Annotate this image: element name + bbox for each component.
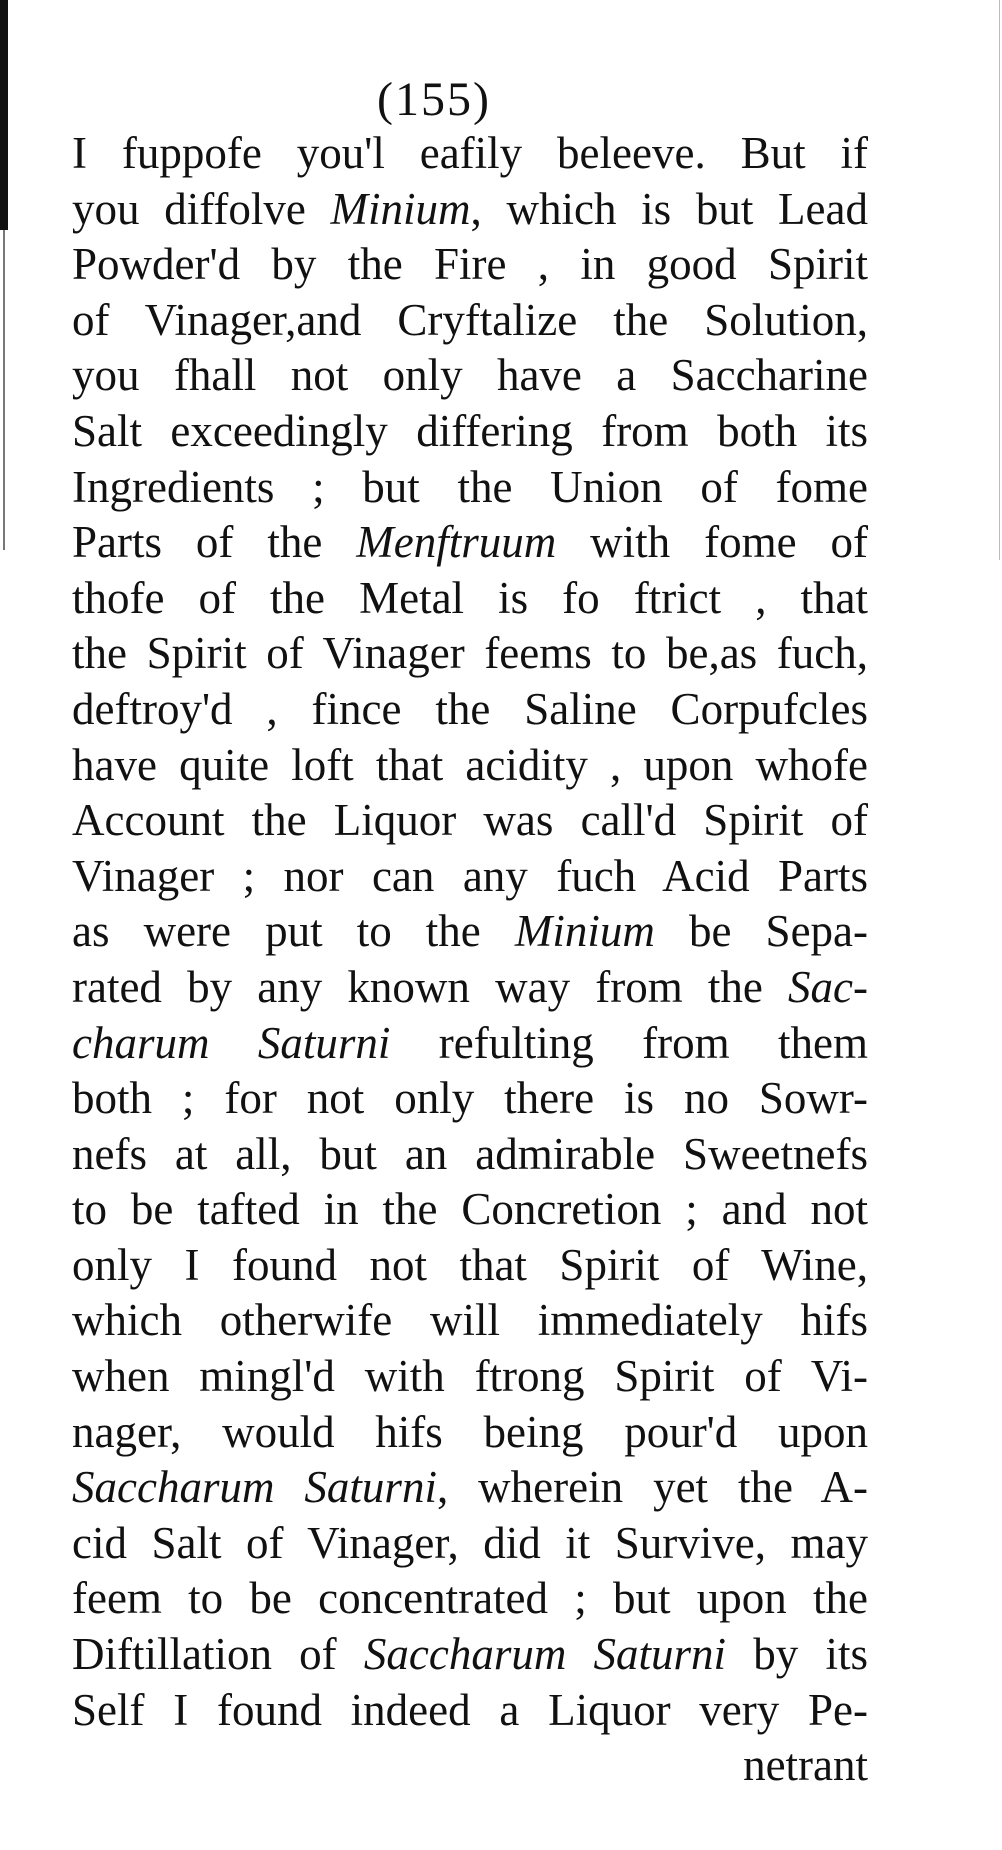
text-line [72, 1349, 868, 1405]
italic-term: Minium [514, 906, 655, 957]
text-line [72, 182, 868, 238]
text-run: , which is but Lead [470, 183, 868, 234]
text-run: Salt exceedingly differing from both its [72, 405, 868, 456]
text-run: by its [726, 1629, 868, 1680]
right-margin-faint-rule [999, 0, 1000, 560]
text-run: thofe of the Metal is fo ftrict , that [72, 572, 868, 623]
text-line [72, 849, 868, 905]
text-run: as were put to the [72, 906, 515, 957]
text-line [72, 1683, 868, 1739]
text-run: rated by any known way from the [72, 961, 789, 1012]
italic-term: Menftruum [356, 517, 557, 568]
text-run: Diftillation of [72, 1629, 364, 1680]
text-run: nager, would hifs being pour'd upon [72, 1406, 868, 1457]
text-line [72, 1182, 868, 1238]
text-run: Parts of the [72, 517, 357, 568]
text-line [72, 404, 868, 460]
text-run: Powder'd by the Fire , in good Spirit [72, 239, 868, 290]
text-line [72, 515, 868, 571]
text-run: you diffolve [72, 183, 331, 234]
text-line [72, 1405, 868, 1461]
text-line [72, 904, 868, 960]
italic-term: Minium [330, 183, 471, 234]
body-text [72, 126, 868, 1794]
text-line [72, 237, 868, 293]
text-run: with fome of [556, 517, 868, 568]
text-run: Vinager ; nor can any fuch Acid Parts [72, 850, 868, 901]
text-run: of Vinager,and Cryftalize the Solution, [72, 294, 868, 345]
text-line [72, 1293, 868, 1349]
text-line [72, 1738, 868, 1794]
text-run: Ingredients ; but the Union of fome [72, 461, 868, 512]
text-line [72, 1071, 868, 1127]
text-line [72, 626, 868, 682]
text-line [72, 682, 868, 738]
text-line [72, 738, 868, 794]
text-run: refulting from them [390, 1017, 869, 1068]
italic-term: Sac- [788, 961, 868, 1012]
text-run: Account the Liquor was call'd Spirit of [72, 795, 868, 846]
left-margin-faint-rule [3, 230, 5, 550]
text-run: I fuppofe you'l eafily beleeve. But if [72, 128, 868, 178]
text-line [72, 460, 868, 516]
text-run: nefs at all, but an admirable Sweetnefs [72, 1128, 868, 1179]
text-run: feem to be concentrated ; but upon the [72, 1573, 868, 1624]
text-line [72, 793, 868, 849]
text-line [72, 1127, 868, 1183]
text-line [72, 1516, 868, 1572]
text-run: when mingl'd with ftrong Spirit of Vi- [72, 1351, 868, 1402]
text-line [72, 571, 868, 627]
text-run: cid Salt of Vinager, did it Survive, may [72, 1517, 868, 1568]
text-line [72, 1571, 868, 1627]
text-run: both ; for not only there is no Sowr- [72, 1073, 868, 1124]
text-run: be Sepa- [654, 906, 868, 957]
text-run: deftroy'd , fince the Saline Corpufcles [72, 683, 868, 734]
text-run: to be tafted in the Concretion ; and not [72, 1184, 868, 1235]
text-line [72, 1016, 868, 1072]
text-run: you fhall not only have a Saccharine [72, 350, 868, 401]
text-run: the Spirit of Vinager feems to be,as fuch, [72, 628, 868, 679]
text-run: netrant [743, 1740, 868, 1791]
text-run: Self I found indeed a Liquor very Pe- [72, 1684, 868, 1735]
text-line [72, 348, 868, 404]
text-line [72, 960, 868, 1016]
text-line [72, 126, 868, 182]
text-line [72, 1460, 868, 1516]
text-run: which otherwife will immediately hifs [72, 1295, 868, 1346]
text-line [72, 1627, 868, 1683]
italic-term: charum Saturni [72, 1017, 391, 1068]
text-run: , wherein yet the A- [436, 1462, 868, 1513]
text-line [72, 293, 868, 349]
page-number: (155) [377, 73, 491, 126]
italic-term: Saccharum Saturni [363, 1629, 727, 1680]
italic-term: Saccharum Saturni [72, 1462, 437, 1513]
text-line [72, 1238, 868, 1294]
text-run: only I found not that Spirit of Wine, [72, 1239, 868, 1290]
text-run: have quite loft that acidity , upon whofe [72, 739, 868, 790]
